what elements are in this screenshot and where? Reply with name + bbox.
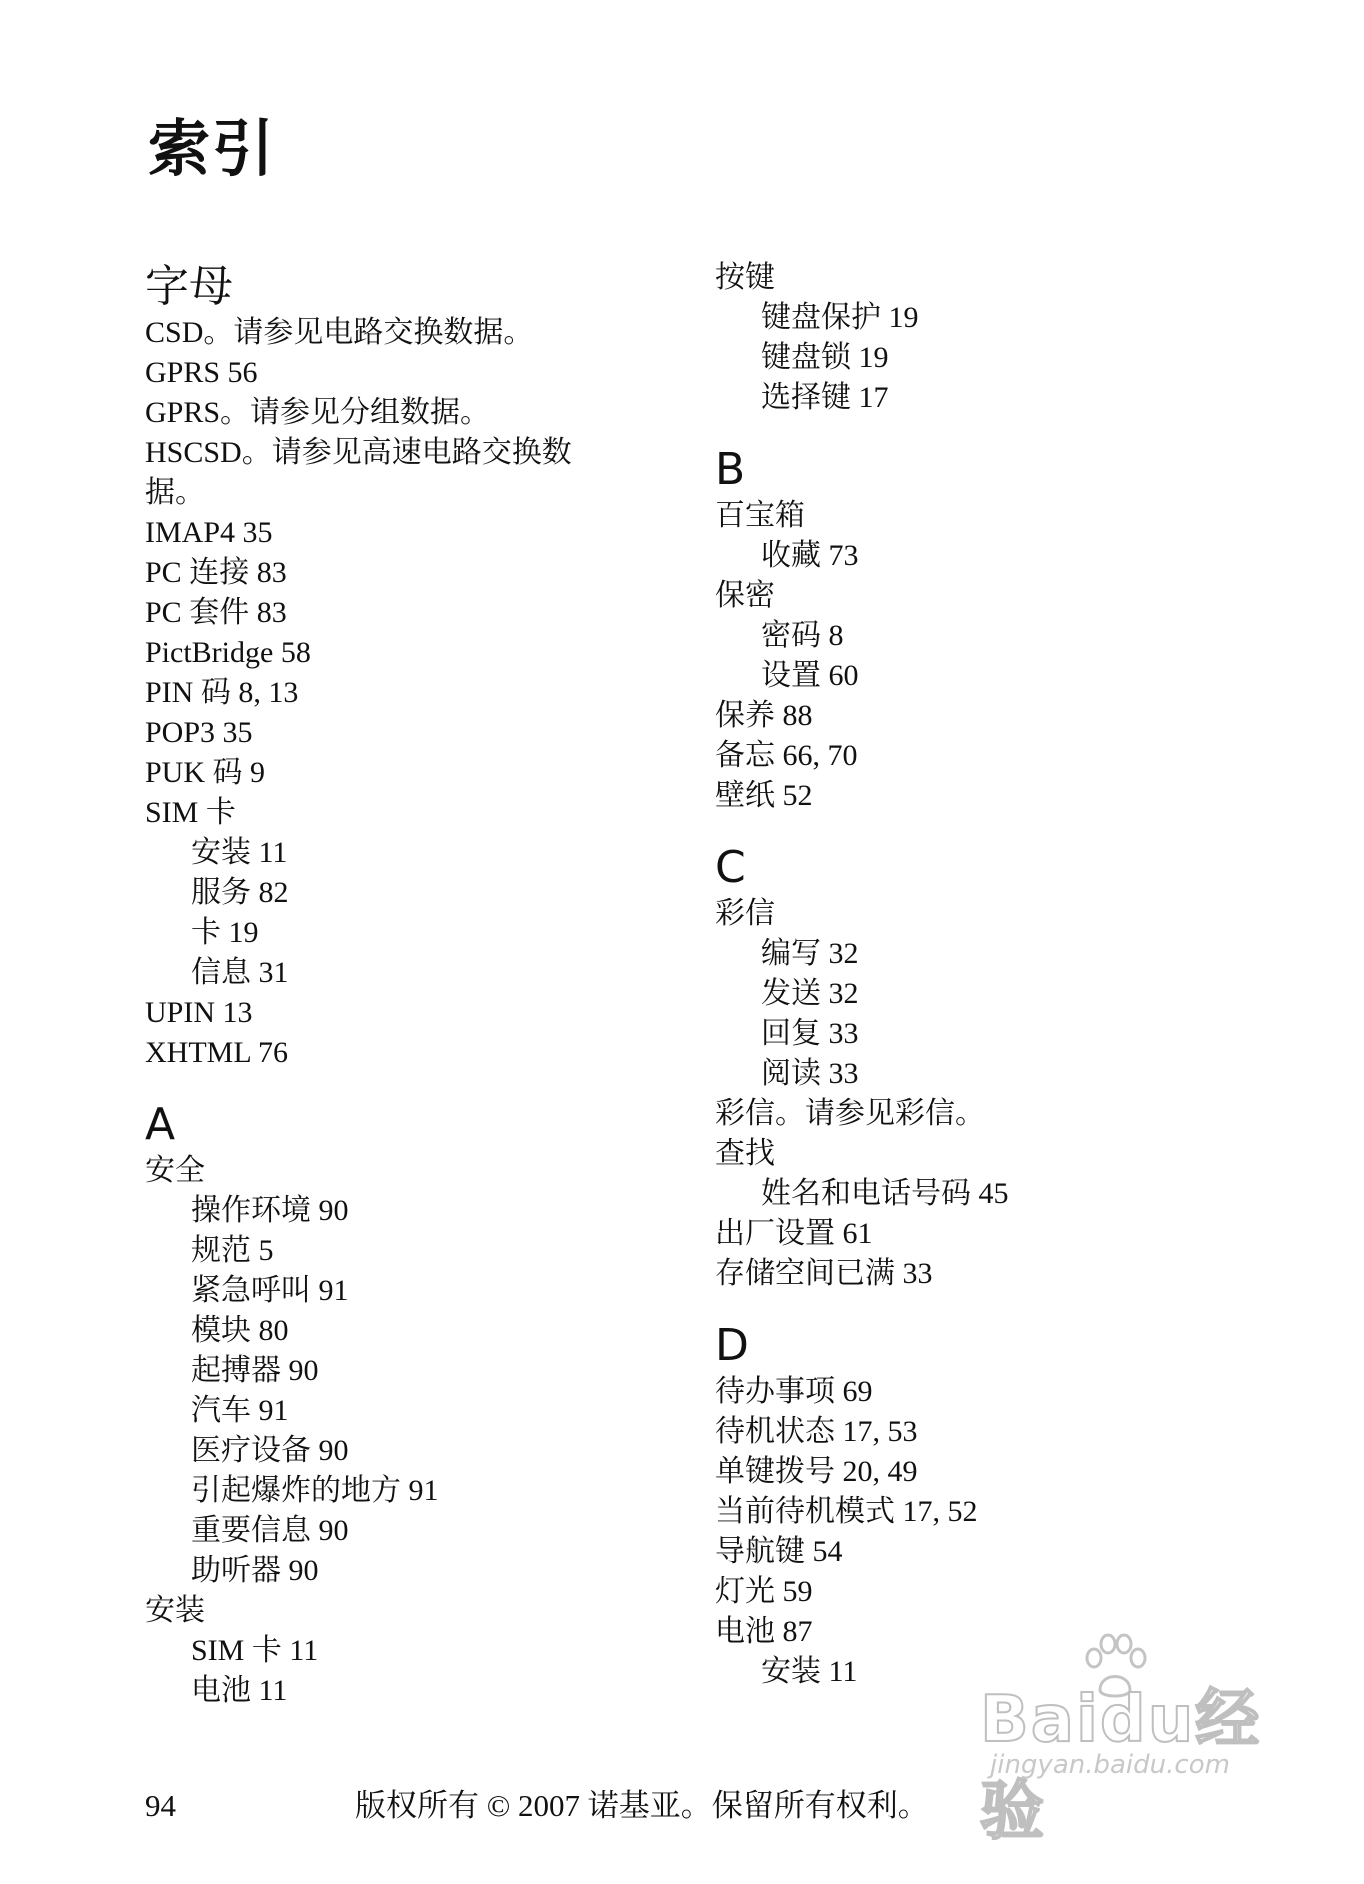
index-entry: IMAP4 35 xyxy=(145,516,273,549)
index-entry: 备忘 66, 70 xyxy=(715,739,858,772)
index-subentry: 键盘保护 19 xyxy=(761,301,919,334)
index-entry: 导航键 54 xyxy=(715,1535,843,1568)
index-entry: POP3 35 xyxy=(145,716,253,749)
index-entry: 出厂设置 61 xyxy=(715,1217,873,1250)
index-subentry: 选择键 17 xyxy=(761,381,889,414)
index-entry: UPIN 13 xyxy=(145,996,253,1029)
index-entry: PC 套件 83 xyxy=(145,596,287,629)
page-title: 索引 xyxy=(148,112,277,185)
index-entry: SIM 卡 xyxy=(145,796,236,829)
section-heading: B xyxy=(715,444,746,495)
index-subentry: 安装 11 xyxy=(191,836,288,869)
index-subentry: 服务 82 xyxy=(191,876,289,909)
index-subentry: 姓名和电话号码 45 xyxy=(761,1177,1009,1210)
index-subentry: 安装 11 xyxy=(761,1655,858,1688)
section-heading: D xyxy=(715,1320,749,1371)
index-entry: 彩信 xyxy=(715,897,775,930)
index-subentry: 卡 19 xyxy=(191,916,259,949)
section-spacer xyxy=(145,1073,705,1103)
section-heading: C xyxy=(715,842,746,893)
section-spacer xyxy=(715,418,1275,448)
index-entry: PC 连接 83 xyxy=(145,556,287,589)
index-entry: 待机状态 17, 53 xyxy=(715,1415,918,1448)
index-subentry: 密码 8 xyxy=(761,619,844,652)
index-entry: 彩信。请参见彩信。 xyxy=(715,1097,985,1130)
index-subentry: SIM 卡 11 xyxy=(191,1634,319,1667)
index-subentry: 助听器 90 xyxy=(191,1554,319,1587)
index-subentry: 信息 31 xyxy=(191,956,289,989)
index-subentry: 编写 32 xyxy=(761,937,859,970)
index-subentry: 规范 5 xyxy=(191,1234,274,1267)
index-subentry: 医疗设备 90 xyxy=(191,1434,349,1467)
page-number: 94 xyxy=(145,1788,176,1823)
index-entry: CSD。请参见电路交换数据。 xyxy=(145,316,534,349)
index-entry: 单键拨号 20, 49 xyxy=(715,1455,918,1488)
index-subentry: 发送 32 xyxy=(761,977,859,1010)
section-spacer xyxy=(715,816,1275,846)
index-subentry: 设置 60 xyxy=(761,659,859,692)
section-heading: 字母 xyxy=(145,261,233,312)
index-subentry: 紧急呼叫 91 xyxy=(191,1274,349,1307)
index-entry: XHTML 76 xyxy=(145,1036,289,1069)
index-subentry: 收藏 73 xyxy=(761,539,859,572)
index-entry: 存储空间已满 33 xyxy=(715,1257,933,1290)
index-entry: 灯光 59 xyxy=(715,1575,813,1608)
section-heading: A xyxy=(145,1099,176,1150)
index-entry: HSCSD。请参见高速电路交换数据。 xyxy=(145,436,572,509)
index-subentry: 电池 11 xyxy=(191,1674,288,1707)
index-subentry: 阅读 33 xyxy=(761,1057,859,1090)
watermark-url: jingyan.baidu.com xyxy=(990,1750,1230,1780)
index-entry: GPRS。请参见分组数据。 xyxy=(145,396,491,429)
index-subentry: 起搏器 90 xyxy=(191,1354,319,1387)
index-subentry: 汽车 91 xyxy=(191,1394,289,1427)
index-entry: 按键 xyxy=(715,261,775,294)
index-column-right xyxy=(715,258,1275,1692)
index-subentry: 键盘锁 19 xyxy=(761,341,889,374)
section-spacer xyxy=(715,1294,1275,1324)
index-column-left xyxy=(145,261,705,1711)
index-entry: 电池 87 xyxy=(715,1615,813,1648)
index-subentry: 操作环境 90 xyxy=(191,1194,349,1227)
index-entry: 保养 88 xyxy=(715,699,813,732)
index-entry: PictBridge 58 xyxy=(145,636,311,669)
index-subentry: 回复 33 xyxy=(761,1017,859,1050)
index-entry: 安装 xyxy=(145,1594,205,1627)
index-entry: 当前待机模式 17, 52 xyxy=(715,1495,978,1528)
index-entry: 百宝箱 xyxy=(715,499,805,532)
index-entry: PIN 码 8, 13 xyxy=(145,676,299,709)
index-subentry: 引起爆炸的地方 91 xyxy=(191,1474,439,1507)
index-entry: 安全 xyxy=(145,1154,205,1187)
copyright-notice: 版权所有 © 2007 诺基亚。保留所有权利。 xyxy=(355,1788,929,1823)
index-subentry: 重要信息 90 xyxy=(191,1514,349,1547)
index-subentry: 模块 80 xyxy=(191,1314,289,1347)
watermark-logo-text: Baidu经验 xyxy=(980,1683,1262,1849)
index-entry: 保密 xyxy=(715,579,775,612)
index-entry: 待办事项 69 xyxy=(715,1375,873,1408)
index-entry: GPRS 56 xyxy=(145,356,258,389)
index-entry: 查找 xyxy=(715,1137,775,1170)
index-entry: 壁纸 52 xyxy=(715,779,813,812)
index-entry: PUK 码 9 xyxy=(145,756,266,789)
